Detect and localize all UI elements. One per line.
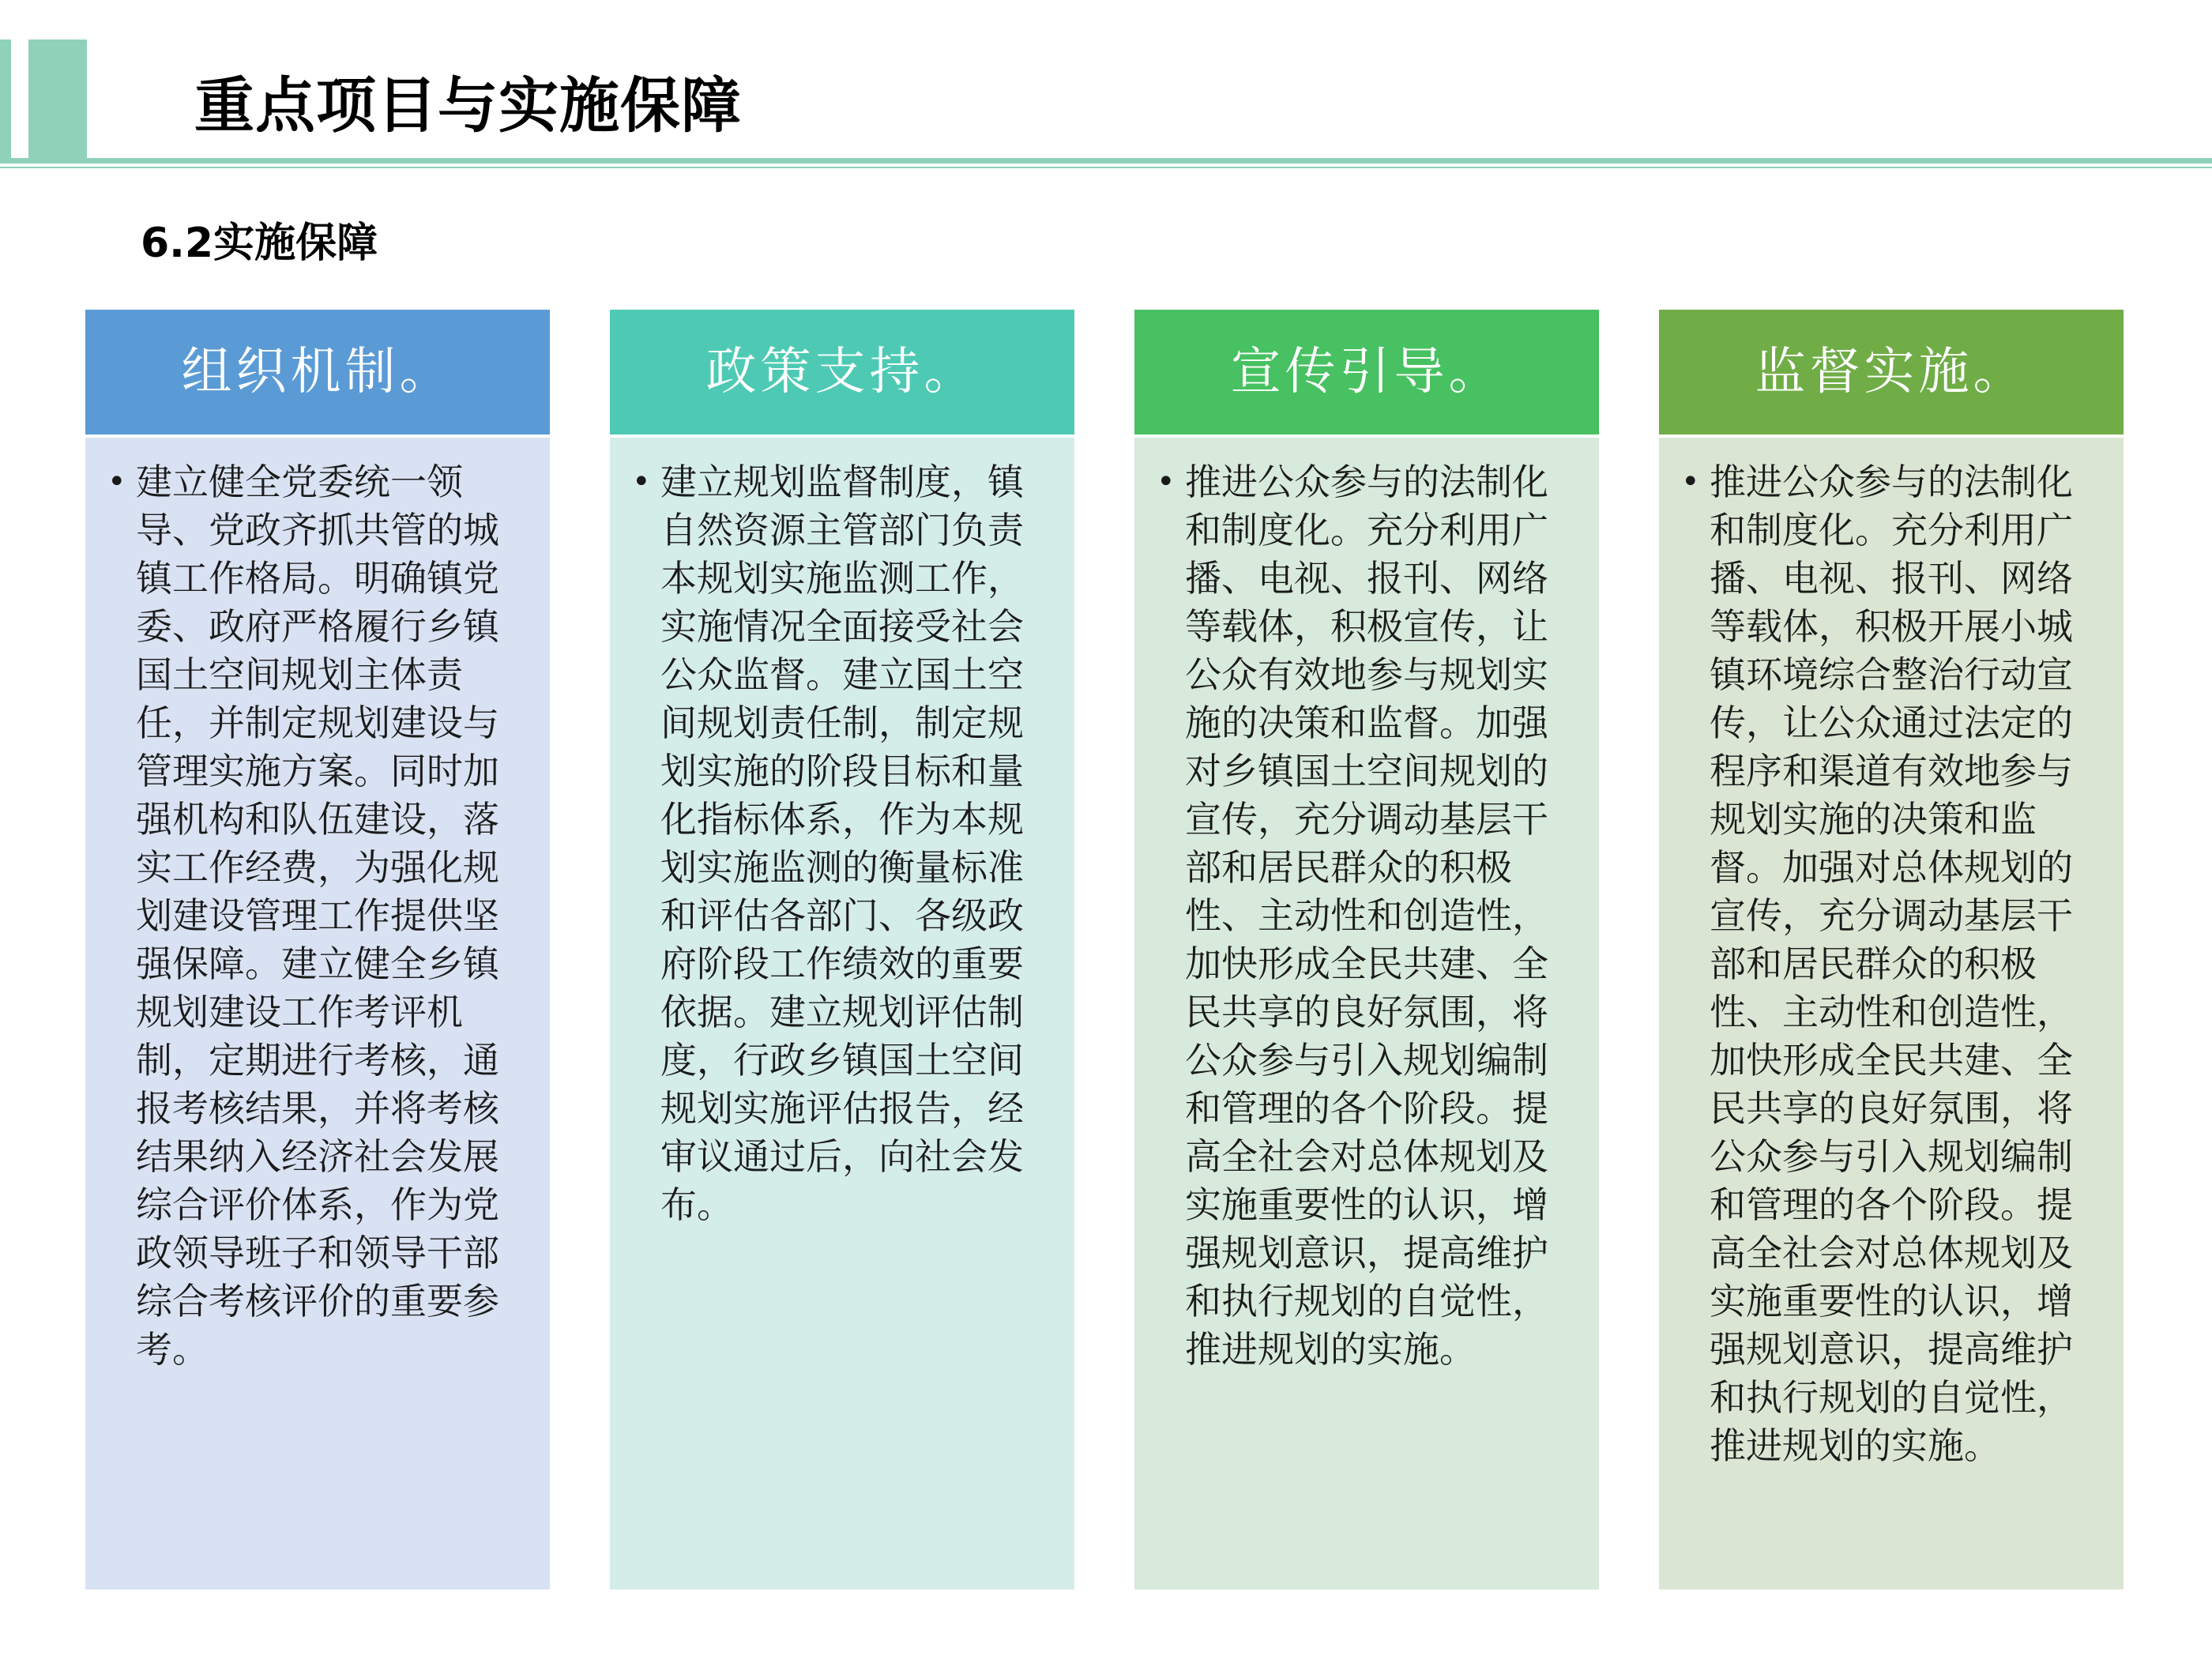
header-divider-thin: [0, 167, 2212, 168]
card-publicity: [1134, 310, 1599, 1589]
card-text: 建立规划监督制度，镇自然资源主管部门负责本规划实施监测工作，实施情况全面接受社会公众监督。建立国土空间规划责任制，制定规划实施的阶段目标和量化指标体系，作为本规划实施监测的衡量标准和评估各部门、各级政府阶段工作绩效的重要依据。建立规划评估制度，行政乡镇国土空间规划实施评估报告，经审议通过后，向社会发布。: [660, 461, 1024, 1226]
card-text: 推进公众参与的法制化和制度化。充分利用广播、电视、报刊、网络等载体，积极宣传，让公众有效地参与规划实施的决策和监督。加强对乡镇国土空间规划的宣传，充分调动基层干部和居民群众的积极性、主动性和创造性，加快形成全民共建、全民共享的良好氛围，将公众参与引入规划编制和管理的各个阶段。提高全社会对总体规划及实施重要性的认识，增强规划意识，提高维护和执行规划的自觉性，推进规划的实施。: [1185, 461, 1548, 1371]
section-title: 6.2实施保障: [141, 220, 378, 267]
header-divider: [0, 158, 2212, 164]
card-organization: [85, 310, 550, 1589]
bullet-icon: •: [632, 464, 651, 500]
bullet-icon: •: [1681, 464, 1700, 500]
bullet-icon: •: [1157, 464, 1176, 500]
card-title: 宣传引导。: [1230, 343, 1503, 401]
card-title: 组织机制。: [181, 343, 454, 401]
header-accent-bar-thin: [0, 40, 11, 158]
bullet-icon: •: [107, 464, 126, 500]
card-body: [85, 438, 550, 1589]
card-body: [1134, 438, 1599, 1589]
card-header: [1134, 310, 1599, 434]
card-supervision: [1659, 310, 2124, 1589]
card-body: [610, 438, 1074, 1589]
card-title: 政策支持。: [705, 343, 979, 401]
page-title: 重点项目与实施保障: [194, 70, 742, 141]
header-accent-bar-wide: [28, 40, 87, 158]
card-header: [85, 310, 550, 434]
card-text: 推进公众参与的法制化和制度化。充分利用广播、电视、报刊、网络等载体，积极开展小城镇环境综合整治行动宣传，让公众通过法定的程序和渠道有效地参与规划实施的决策和监督。加强对总体规划的宣传，充分调动基层干部和居民群众的积极性、主动性和创造性，加快形成全民共建、全民共享的良好氛围，将公众参与引入规划编制和管理的各个阶段。提高全社会对总体规划及实施重要性的认识，增强规划意识，提高维护和执行规划的自觉性，推进规划的实施。: [1710, 461, 2073, 1467]
card-text: 建立健全党委统一领导、党政齐抓共管的城镇工作格局。明确镇党委、政府严格履行乡镇国土空间规划主体责任，并制定规划建设与管理实施方案。同时加强机构和队伍建设，落实工作经费，为强化规划建设管理工作提供坚强保障。建立健全乡镇规划建设工作考评机制，定期进行考核，通报考核结果，并将考核结果纳入经济社会发展综合评价体系，作为党政领导班子和领导干部综合考核评价的重要参考。: [136, 461, 499, 1371]
card-title: 监督实施。: [1755, 343, 2028, 401]
card-body: [1659, 438, 2124, 1589]
card-header: [1659, 310, 2124, 434]
card-header: [610, 310, 1074, 434]
card-policy: [610, 310, 1074, 1589]
